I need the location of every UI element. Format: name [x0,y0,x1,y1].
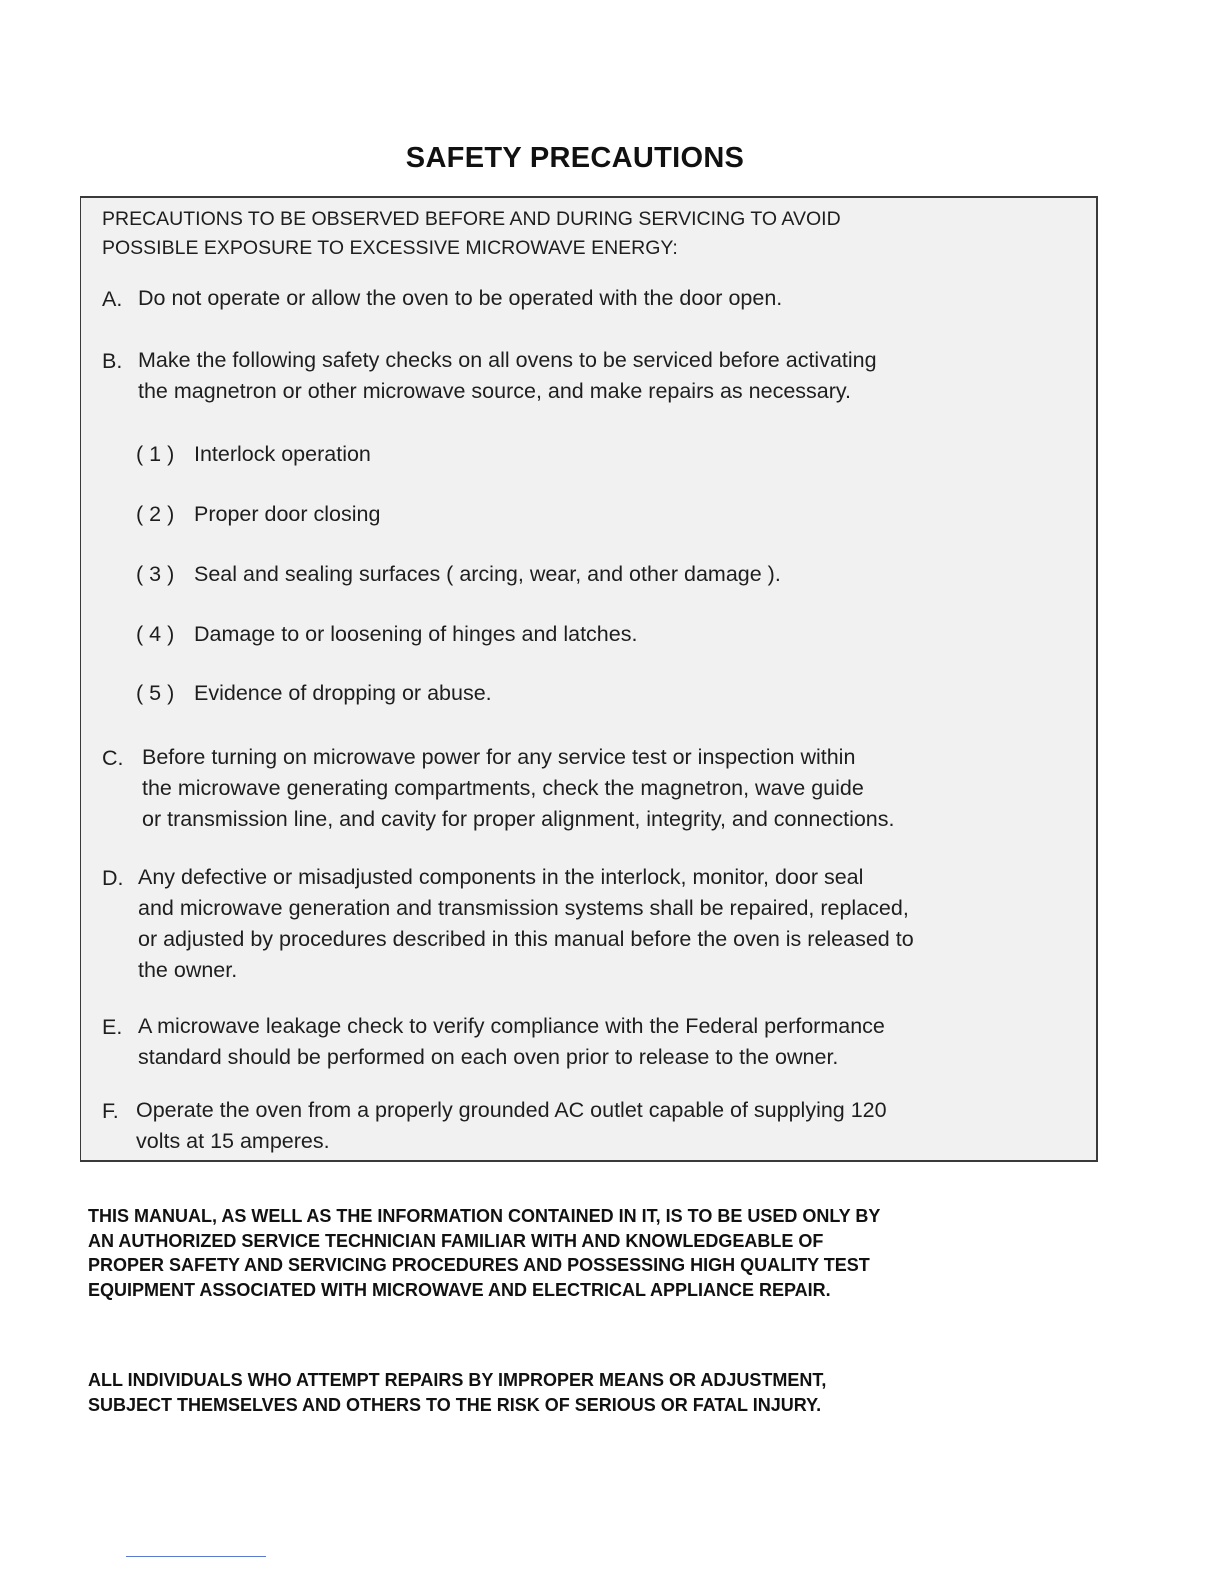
item-line: the magnetron or other microwave source, and make repairs as necessary. [138,379,852,403]
item-line: Before turning on microwave power for any service test or inspection within [142,745,856,769]
item-line: Operate the oven from a properly grounded AC outlet capable of supplying 120 [136,1098,887,1122]
item-c-text [142,742,894,835]
page-title: SAFETY PRECAUTIONS [405,142,745,174]
item-letter-a: A. [102,287,123,311]
sub-item-2 [136,502,380,527]
sub-item-1 [136,442,371,467]
sub-item-number: ( 4 ) [136,622,175,646]
precautions-heading [102,205,841,263]
item-letter-b: B. [102,349,123,373]
item-b-text [138,345,877,407]
notice-line: THIS MANUAL, AS WELL AS THE INFORMATION CONTAINED IN IT, IS TO BE USED ONLY BY [88,1206,881,1226]
sub-item-number: ( 5 ) [136,681,175,705]
injury-warning-notice [88,1368,826,1417]
item-letter-f: F. [102,1099,119,1123]
item-letter-e: E. [102,1015,123,1039]
authorized-use-notice [88,1204,880,1302]
item-line: or transmission line, and cavity for proper alignment, integrity, and connections. [142,807,895,831]
notice-line: PROPER SAFETY AND SERVICING PROCEDURES AND POSSESSING HIGH QUALITY TEST [88,1255,870,1275]
sub-item-text: Damage to or loosening of hinges and latches. [194,622,638,646]
sub-item-number: ( 2 ) [136,502,175,526]
sub-item-text: Proper door closing [194,502,381,526]
item-line: Make the following safety checks on all ovens to be serviced before activating [138,348,877,372]
notice-line: ALL INDIVIDUALS WHO ATTEMPT REPAIRS BY IMPROPER MEANS OR ADJUSTMENT, [88,1370,827,1390]
notice-line: EQUIPMENT ASSOCIATED WITH MICROWAVE AND ELECTRICAL APPLIANCE REPAIR. [88,1279,831,1300]
item-line: the microwave generating compartments, check the magnetron, wave guide [142,776,864,800]
heading-line: POSSIBLE EXPOSURE TO EXCESSIVE MICROWAVE ENERGY: [102,237,678,259]
notice-line: SUBJECT THEMSELVES AND OTHERS TO THE RISK OF SERIOUS OR FATAL INJURY. [88,1394,822,1415]
heading-line: PRECAUTIONS TO BE OBSERVED BEFORE AND DURING SERVICING TO AVOID [102,208,841,230]
sub-item-number: ( 3 ) [136,562,175,586]
item-line: the owner. [138,958,238,982]
sub-item-text: Interlock operation [194,442,371,466]
footer-rule [126,1556,266,1557]
item-letter-d: D. [102,866,124,890]
sub-item-5 [136,681,492,706]
sub-item-3 [136,562,781,587]
item-line: A microwave leakage check to verify compliance with the Federal performance [138,1014,885,1038]
notice-line: AN AUTHORIZED SERVICE TECHNICIAN FAMILIAR WITH AND KNOWLEDGEABLE OF [88,1230,824,1251]
item-line: Do not operate or allow the oven to be operated with the door open. [138,286,783,310]
item-line: or adjusted by procedures described in this manual before the oven is released to [138,927,914,951]
item-line: standard should be performed on each oven prior to release to the owner. [138,1045,839,1069]
sub-item-text: Seal and sealing surfaces ( arcing, wear, and other damage ). [194,562,781,586]
item-a-text [138,283,782,314]
item-letter-c: C. [102,746,124,770]
sub-item-4 [136,622,637,647]
item-e-text [138,1011,885,1073]
item-f-text [136,1095,887,1157]
sub-item-number: ( 1 ) [136,442,175,466]
item-line: Any defective or misadjusted components in the interlock, monitor, door seal [138,865,864,889]
item-line: volts at 15 amperes. [136,1129,330,1153]
item-line: and microwave generation and transmission systems shall be repaired, replaced, [138,896,909,920]
item-d-text [138,862,914,986]
sub-item-text: Evidence of dropping or abuse. [194,681,492,705]
